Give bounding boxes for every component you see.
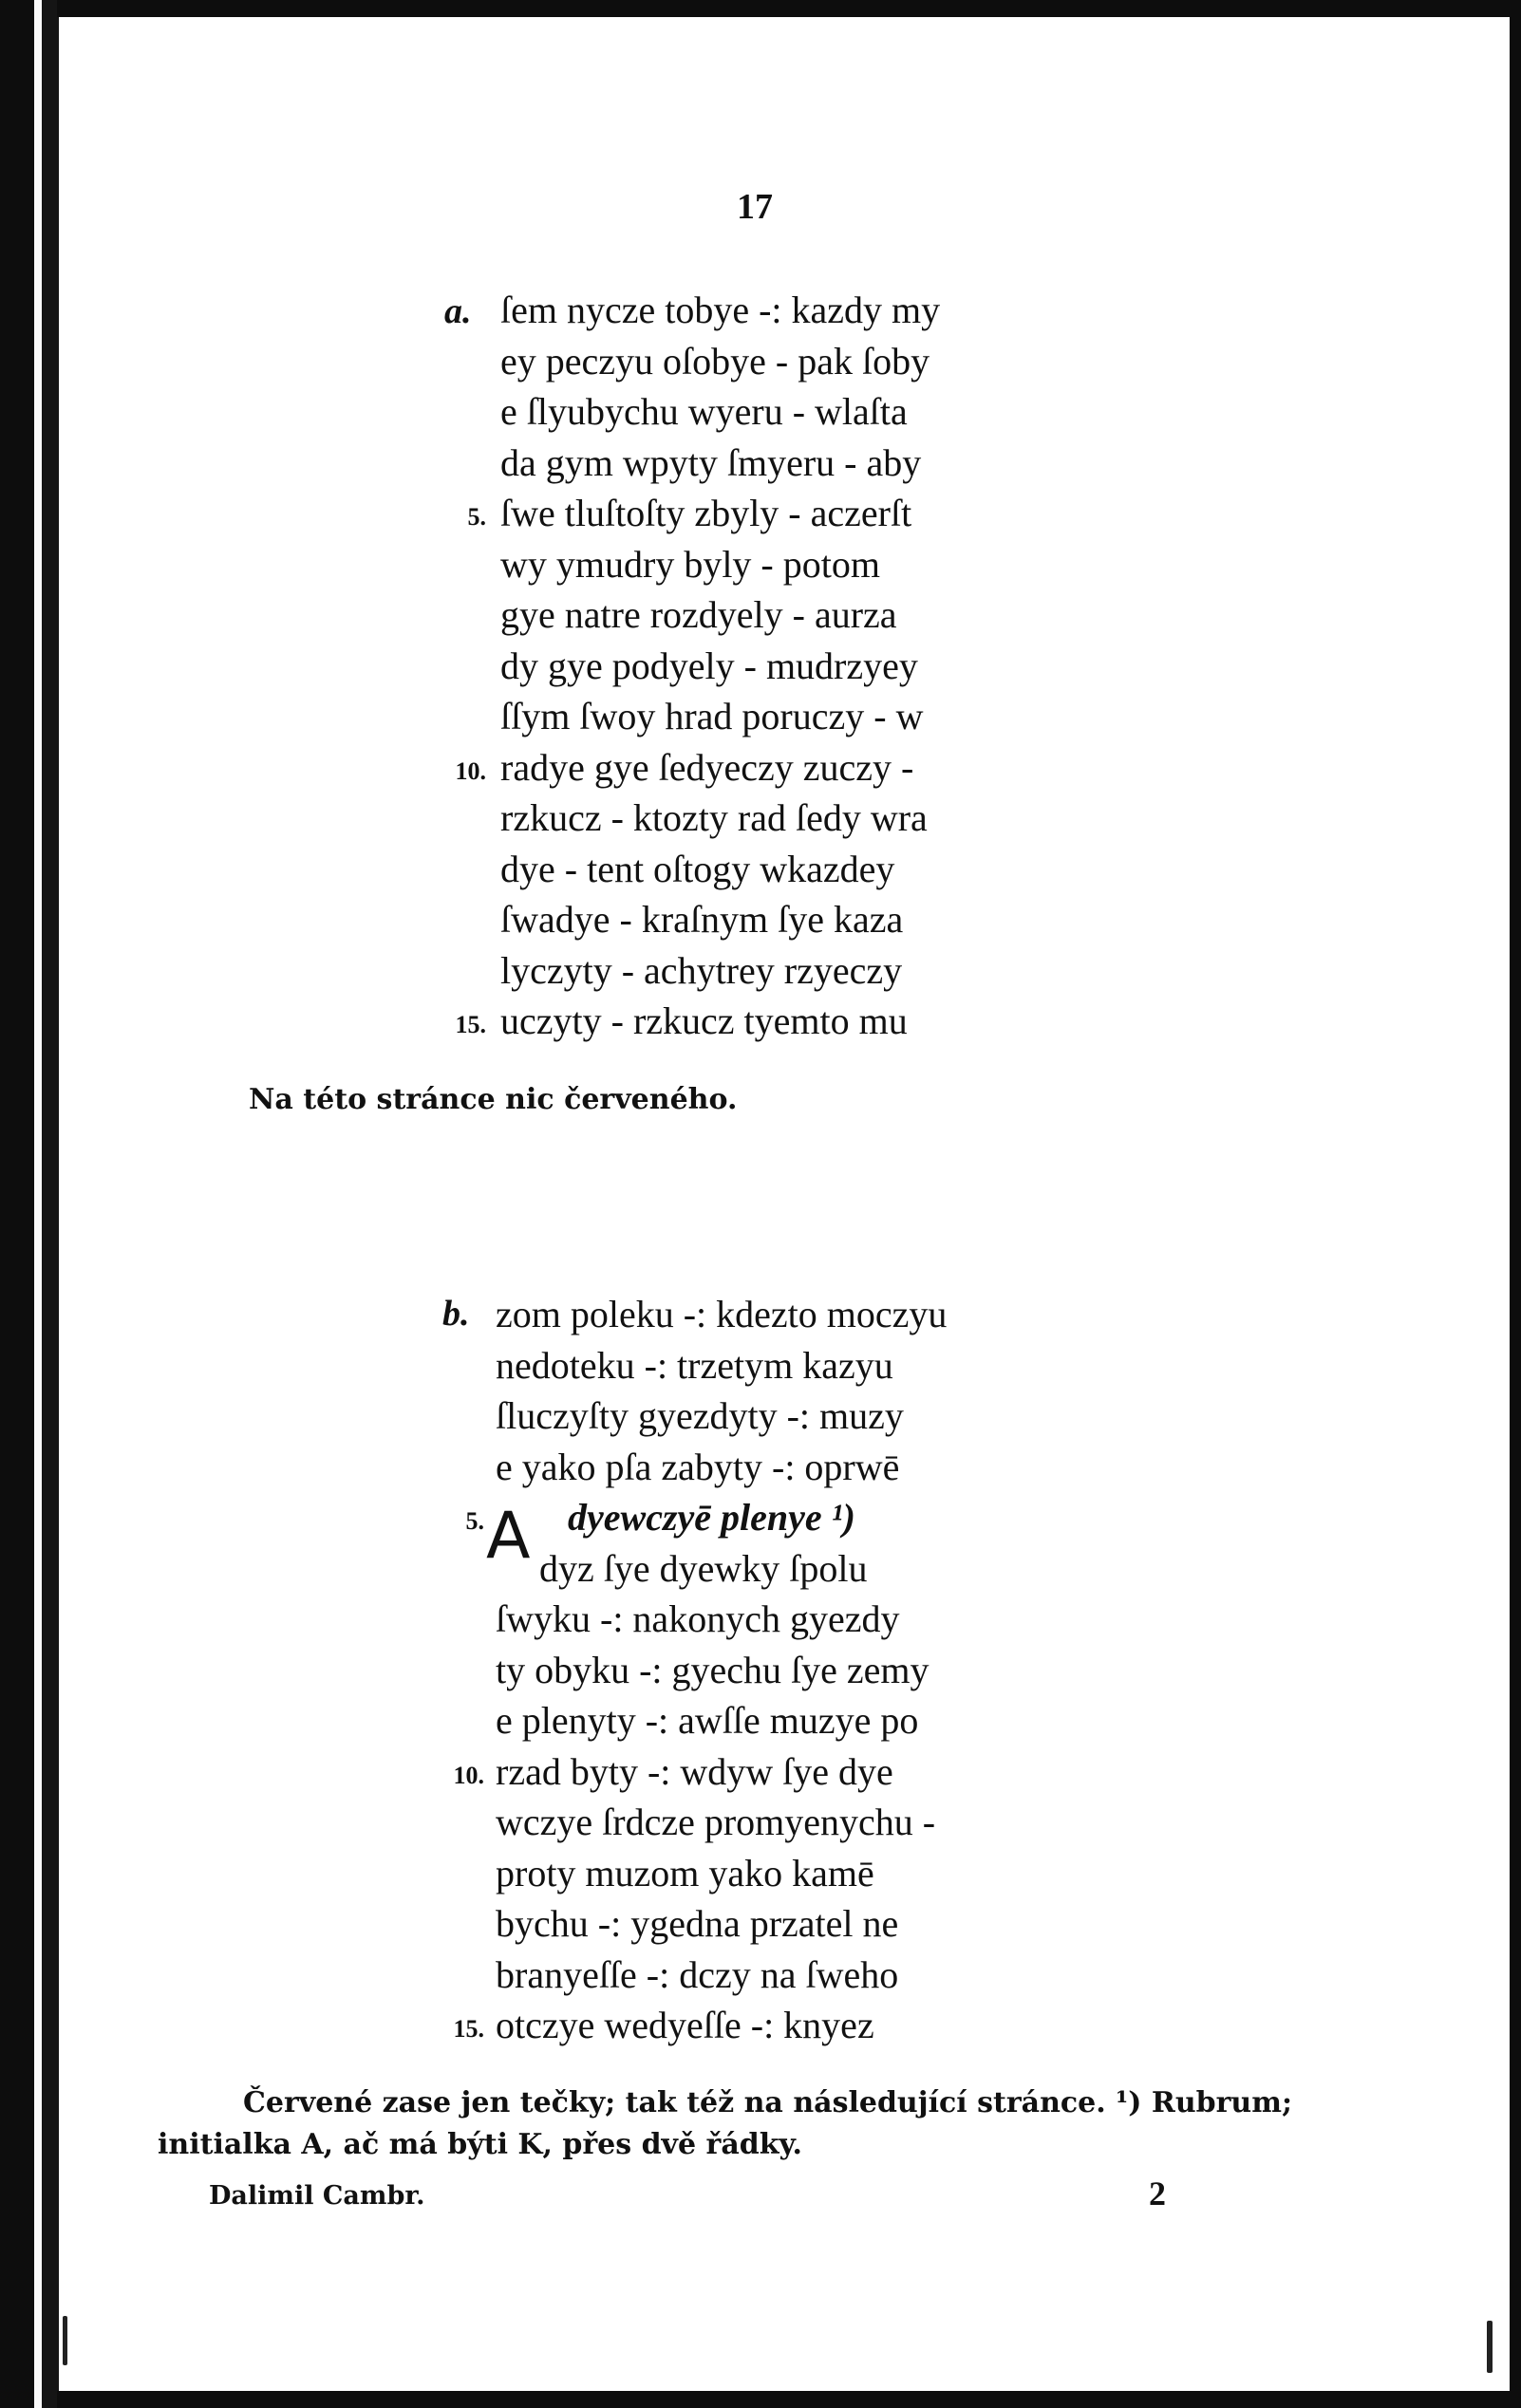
line-text: ey peczyu oſobye - pak ſoby [500, 339, 930, 383]
line-text: otczye wedyeſſe -: knyez [496, 2004, 874, 2046]
line-text: radye gye ſedyeczy zuczy - [500, 745, 914, 789]
line-text: ty obyku -: gyechu ſye zemy [496, 1648, 930, 1691]
line-text: e yako pſa zabyty -: oprwē [496, 1445, 900, 1488]
line-number: 10. [453, 1761, 484, 1789]
line-text: proty muzom yako kamē [496, 1851, 874, 1895]
line-text: zom poleku -: kdezto moczyu [496, 1293, 948, 1335]
line-text: rzad byty -: wdyw ſye dye [496, 1749, 893, 1793]
line-text: lyczyty - achytrey rzyeczy [500, 948, 903, 992]
line-text: e ſlyubychu wyeru - wlaſta [500, 390, 908, 433]
line-text: ſwe tluſtoſty zbyly - aczerſt [500, 492, 912, 534]
line-text: bychu -: ygedna przatel ne [496, 1902, 899, 1945]
line-text: wy ymudry byly - potom [500, 542, 880, 586]
line-text: rzkucz - ktozty rad ſedy wra [500, 796, 928, 839]
line-text: ſſym ſwoy hrad poruczy - w [500, 695, 924, 737]
line-text: uczyty - rzkucz tyemto mu [500, 999, 908, 1042]
line-text: gye natre rozdyely - aurza [500, 593, 897, 636]
section-b-note-line-1: Červené zase jen tečky; tak též na následující stránce. ¹) Rubrum; [243, 2086, 1293, 2119]
line-number: 15. [455, 1011, 486, 1038]
line-number: 5. [465, 1507, 484, 1535]
line-text: dyewczyē plenye ¹) [568, 1496, 855, 1539]
line-text: dy gye podyely - mudrzyey [500, 644, 918, 687]
line-text: ſwadye - kraſnym ſye kaza [500, 898, 904, 941]
scan-edge-left-inner [42, 0, 59, 2408]
scan-edge-right [1510, 0, 1521, 2408]
line-text: wczye ſrdcze promyenychu - [496, 1801, 936, 1843]
line-text: ſwyku -: nakonych gyezdy [496, 1597, 900, 1640]
footer-sheet-number: 2 [1149, 2175, 1166, 2212]
line-text: dyz ſye dyewky ſpolu [539, 1546, 868, 1590]
line-text: ſem nycze tobye -: kazdy my [500, 289, 941, 331]
section-b-note-line-2: initialka A, ač má býti K, přes dvě řádky. [158, 2128, 802, 2161]
scan-speck [63, 2316, 67, 2365]
line-number: 10. [455, 756, 486, 785]
line-text: nedoteku -: trzetym kazyu [496, 1343, 893, 1387]
initial-letter: A [486, 1499, 531, 1574]
section-a-marker: a. [444, 291, 472, 331]
line-text: ſluczyſty gyezdyty -: muzy [496, 1394, 904, 1437]
line-text: e plenyty -: awſſe muzye po [496, 1699, 919, 1742]
line-text: branyeſſe -: dczy na ſweho [496, 1952, 899, 1996]
scan-speck [1487, 2321, 1493, 2373]
line-number: 5. [467, 503, 486, 531]
scan-edge-top [57, 0, 1521, 17]
section-a-note: Na této stránce nic červeného. [249, 1083, 738, 1116]
section-b-marker: b. [442, 1294, 470, 1334]
line-text: dye - tent oſtogy wkazdey [500, 847, 895, 890]
scan-edge-bottom [57, 2391, 1521, 2408]
line-text: da gym wpyty ſmyeru - aby [500, 440, 922, 484]
line-number: 15. [453, 2015, 484, 2043]
scan-edge-gap [34, 0, 42, 2408]
footer-source: Dalimil Cambr. [209, 2181, 425, 2211]
scan-edge-left [0, 0, 34, 2408]
page-number: 17 [737, 187, 773, 227]
